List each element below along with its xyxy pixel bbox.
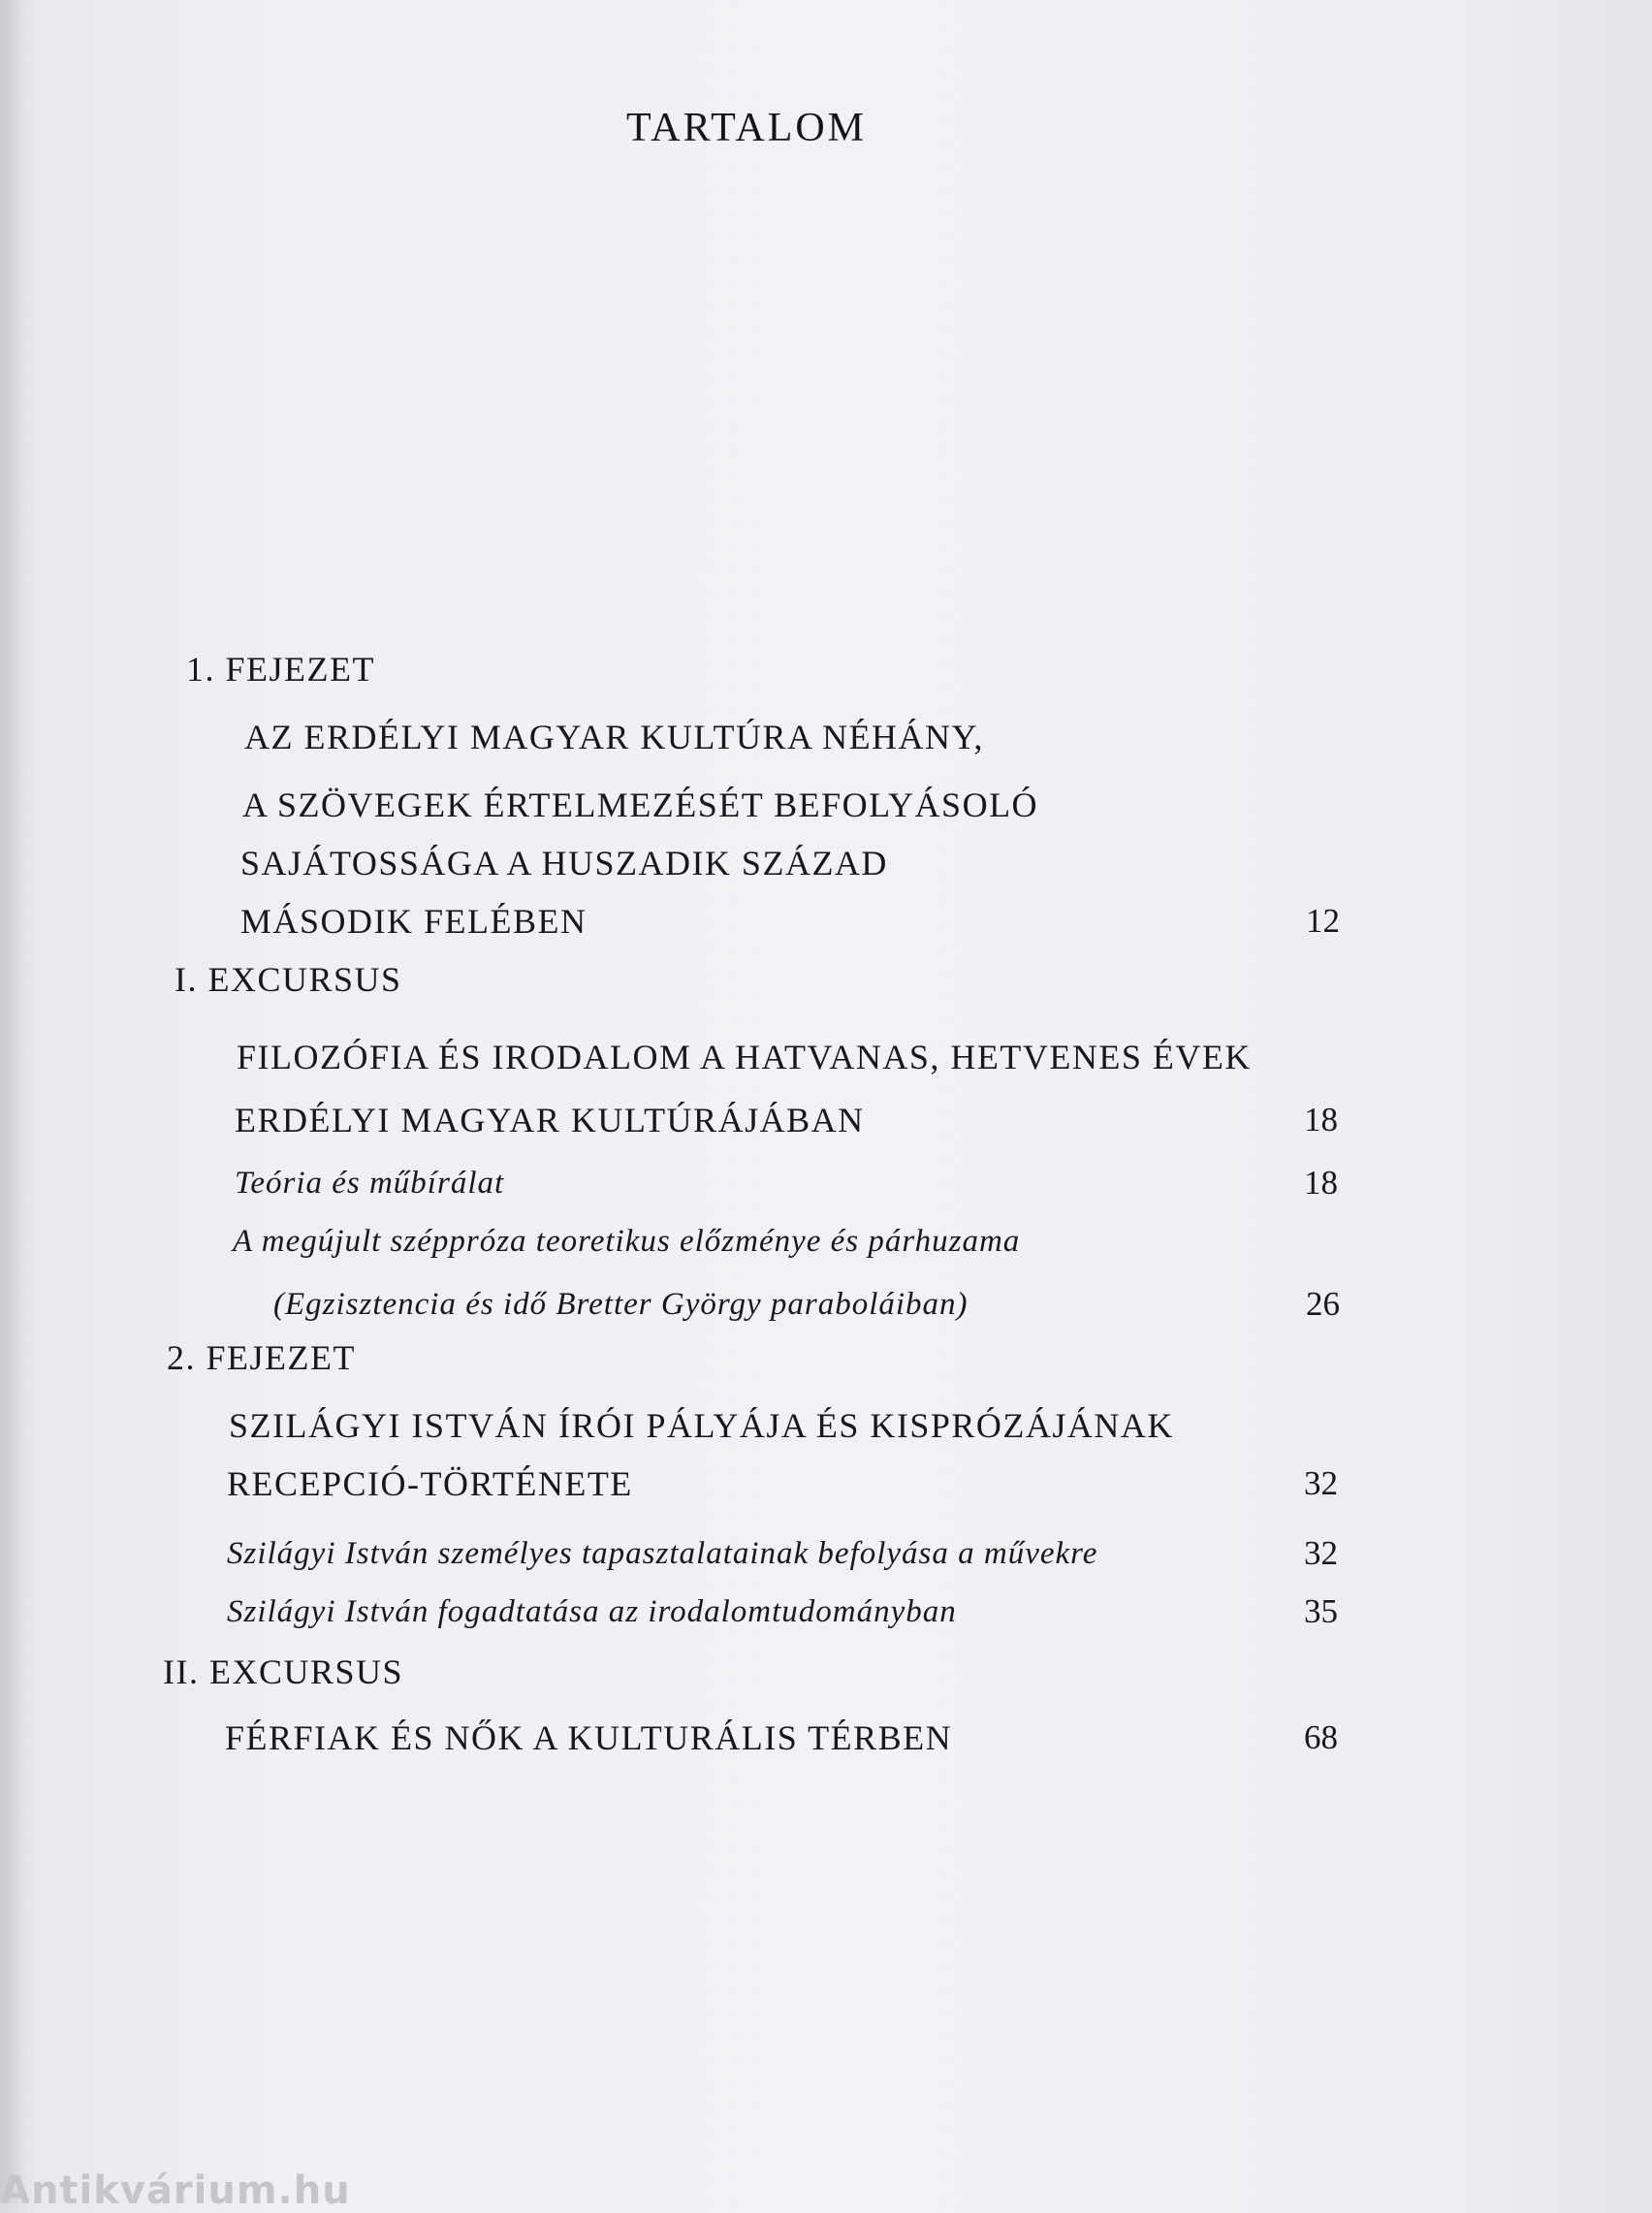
toc-entry-text: SZILÁGYI ISTVÁN ÍRÓI PÁLYÁJA ÉS KISPRÓZÁJÁNAK (229, 1406, 1174, 1445)
toc-entry-page: 68 (1304, 1718, 1338, 1756)
toc-entry (0, 1396, 1652, 1455)
toc-entry-page: 18 (1304, 1101, 1338, 1139)
toc-entry-text: Szilágyi István fogadtatása az irodalomtudományban (227, 1594, 957, 1629)
toc-entry-text: (Egzisztencia és idő Bretter György paraboláiban) (273, 1287, 969, 1322)
toc-entry (0, 1212, 1652, 1270)
watermark: Antikvárium.hu (0, 2168, 351, 2213)
toc-entry (0, 1583, 1652, 1641)
toc-entry-text: AZ ERDÉLYI MAGYAR KULTÚRA NÉHÁNY, (244, 718, 984, 756)
toc-entry-excursus-2 (0, 1643, 1652, 1701)
toc-entry (0, 1455, 1652, 1513)
toc-entry-text: A megújult széppróza teoretikus előzménye és párhuzama (233, 1224, 1021, 1259)
toc-entry (0, 776, 1652, 834)
toc-entry-text: Teória és műbírálat (235, 1166, 505, 1201)
toc-entry-chapter-2 (0, 1329, 1652, 1387)
toc-entry-text: II. EXCURSUS (163, 1652, 404, 1691)
toc-entry-text: A SZÖVEGEK ÉRTELMEZÉSÉT BEFOLYÁSOLÓ (242, 786, 1039, 824)
toc-entry-text: MÁSODIK FELÉBEN (240, 902, 588, 941)
toc-entry (0, 1154, 1652, 1212)
page-title: TARTALOM (625, 106, 868, 150)
toc-entry-text: FILOZÓFIA ÉS IRODALOM A HATVANAS, HETVENES ÉVEK (237, 1038, 1252, 1076)
toc-entry-text: FÉRFIAK ÉS NŐK A KULTURÁLIS TÉRBEN (225, 1718, 953, 1757)
toc-entry-excursus-1 (0, 950, 1652, 1009)
toc-entry (0, 1091, 1652, 1149)
toc-entry (0, 1028, 1652, 1086)
toc-entry (0, 1275, 1652, 1333)
toc-entry-page: 18 (1304, 1164, 1338, 1202)
toc-entry-page: 35 (1304, 1592, 1338, 1630)
toc-entry-page: 12 (1306, 902, 1340, 940)
toc-entry-text: 2. FEJEZET (167, 1338, 356, 1377)
toc-entry-page: 32 (1304, 1534, 1338, 1572)
toc-entry-page: 26 (1306, 1285, 1340, 1323)
toc-entry (0, 708, 1652, 766)
toc-entry-page: 32 (1304, 1464, 1338, 1502)
toc-entry (0, 834, 1652, 892)
toc-entry-text: Szilágyi István személyes tapasztalatainak befolyása a művekre (227, 1536, 1098, 1571)
toc-entry-text: RECEPCIÓ-TÖRTÉNETE (227, 1464, 633, 1503)
toc-entry-text: ERDÉLYI MAGYAR KULTÚRÁJÁBAN (235, 1101, 865, 1139)
toc-entry-text: I. EXCURSUS (175, 960, 402, 999)
toc-entry-text: SAJÁTOSSÁGA A HUSZADIK SZÁZAD (240, 844, 888, 882)
toc-entry (0, 1709, 1652, 1767)
toc-entry-text: 1. FEJEZET (186, 650, 375, 689)
toc-entry (0, 892, 1652, 950)
toc-entry (0, 1524, 1652, 1583)
toc-entry-chapter-1 (0, 640, 1652, 698)
